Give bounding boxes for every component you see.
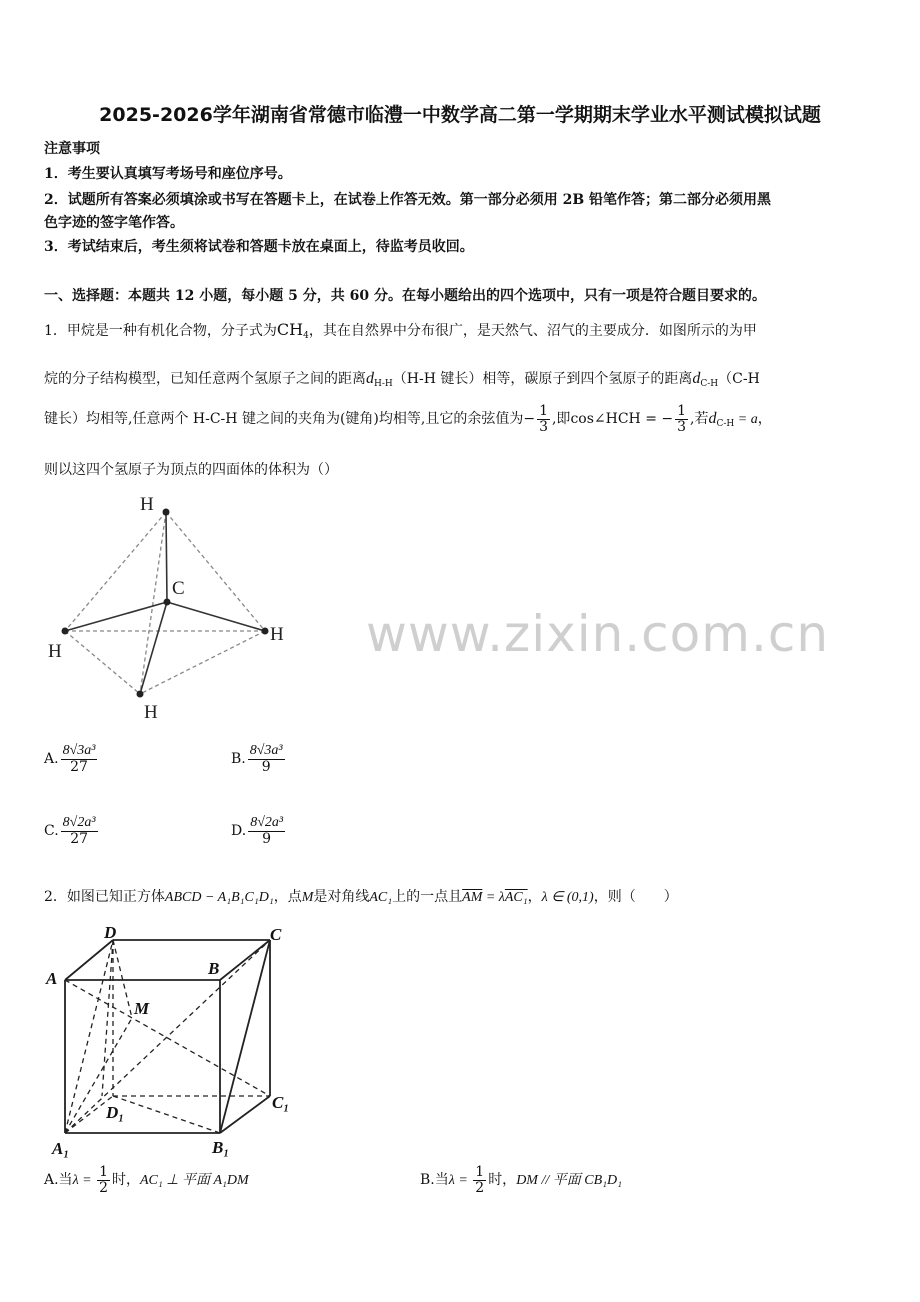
label-b: B xyxy=(208,959,220,978)
methane-diagram xyxy=(40,488,300,726)
label-h-bottom: H xyxy=(144,702,158,723)
q2-option-a: A.当λ = $\frac{1}{2}$ 时，AC₁ ⊥ 平面 A₁DM xyxy=(44,1164,249,1196)
q1-option-a: A. $\frac{\text{8√3a³}}{27}$ xyxy=(44,743,96,775)
label-a: A xyxy=(46,969,58,988)
page-title: 2025-2026学年湖南省常德市临澧一中数学高二第一学期期末学业水平测试模拟试题 xyxy=(99,104,821,126)
notice-item-2: 2．试题所有答案必须填涂或书写在答题卡上，在试卷上作答无效。第一部分必须用 2B 铅笔作答；第二部分必须用黑 xyxy=(44,192,772,208)
q2-line1: 2．如图已知正方体ABCD − A₁B₁C₁D₁，点M是对角线AC₁上的一点且$\overline{AM} = \lambda AC_1$，λ ∈ (0,1)，则（ ） xyxy=(44,889,678,905)
label-b1: B₁ xyxy=(212,1138,230,1157)
cube-diagram xyxy=(40,918,310,1160)
label-c: C xyxy=(172,578,185,599)
label-c1: C₁ xyxy=(272,1093,290,1112)
notice-item-1: 1．考生要认真填写考场号和座位序号。 xyxy=(44,166,292,182)
notice-heading: 注意事项 xyxy=(44,141,100,157)
watermark: www.zixin.com.cn xyxy=(366,605,830,663)
q1-option-b: B. $\frac{\text{8√3a³}}{9}$ xyxy=(231,743,283,775)
notice-item-2-cont: 色字迹的签字笔作答。 xyxy=(44,215,184,231)
q1-line2: 烷的分子结构模型，已知任意两个氢原子之间的距离$d_{H-H}(H-H$ 键长）相等，碳原子到四个氢原子的距离$d_{C-H}(C-H$ xyxy=(44,370,760,389)
q1-option-c: C. $\frac{\text{8√2a³}}{27}$ xyxy=(44,815,96,847)
label-c-vertex: C xyxy=(270,925,282,944)
label-h-top: H xyxy=(140,494,154,515)
q2-option-b: B.当λ = $\frac{1}{2}$ 时，DM // 平面 CB₁D₁ xyxy=(420,1164,622,1196)
label-h-left: H xyxy=(48,641,62,662)
section-heading: 一、选择题：本题共 12 小题，每小题 5 分，共 60 分。在每小题给出的四个选项中，只有一项是符合题目要求的。 xyxy=(44,288,766,304)
label-d: D xyxy=(104,923,117,942)
label-m: M xyxy=(134,999,150,1018)
label-h-right: H xyxy=(270,624,284,645)
label-a1: A₁ xyxy=(52,1139,70,1158)
label-d1: D₁ xyxy=(106,1103,125,1122)
q1-option-d: D. $\frac{\text{8√2a³}}{9}$ xyxy=(231,815,284,847)
q1-line1: 1．甲烷是一种有机化合物，分子式为$CH_4$，其在自然界中分布很广，是天然气、沼气的主要成分．如图所示的为甲 xyxy=(44,320,757,341)
q1-line3: 键长）均相等,任意两个 H-C-H 键之间的夹角为(键角)均相等,且它的余弦值为− $\frac{1}{3}$ ,即cos∠HCH = − $\frac{1}{3}$ ,若$d_{C-H} = a$， xyxy=(44,403,772,435)
q1-line4: 则以这四个氢原子为顶点的四面体的体积为（） xyxy=(44,462,338,478)
notice-item-3: 3．考试结束后，考生须将试卷和答题卡放在桌面上，待监考员收回。 xyxy=(44,239,474,255)
